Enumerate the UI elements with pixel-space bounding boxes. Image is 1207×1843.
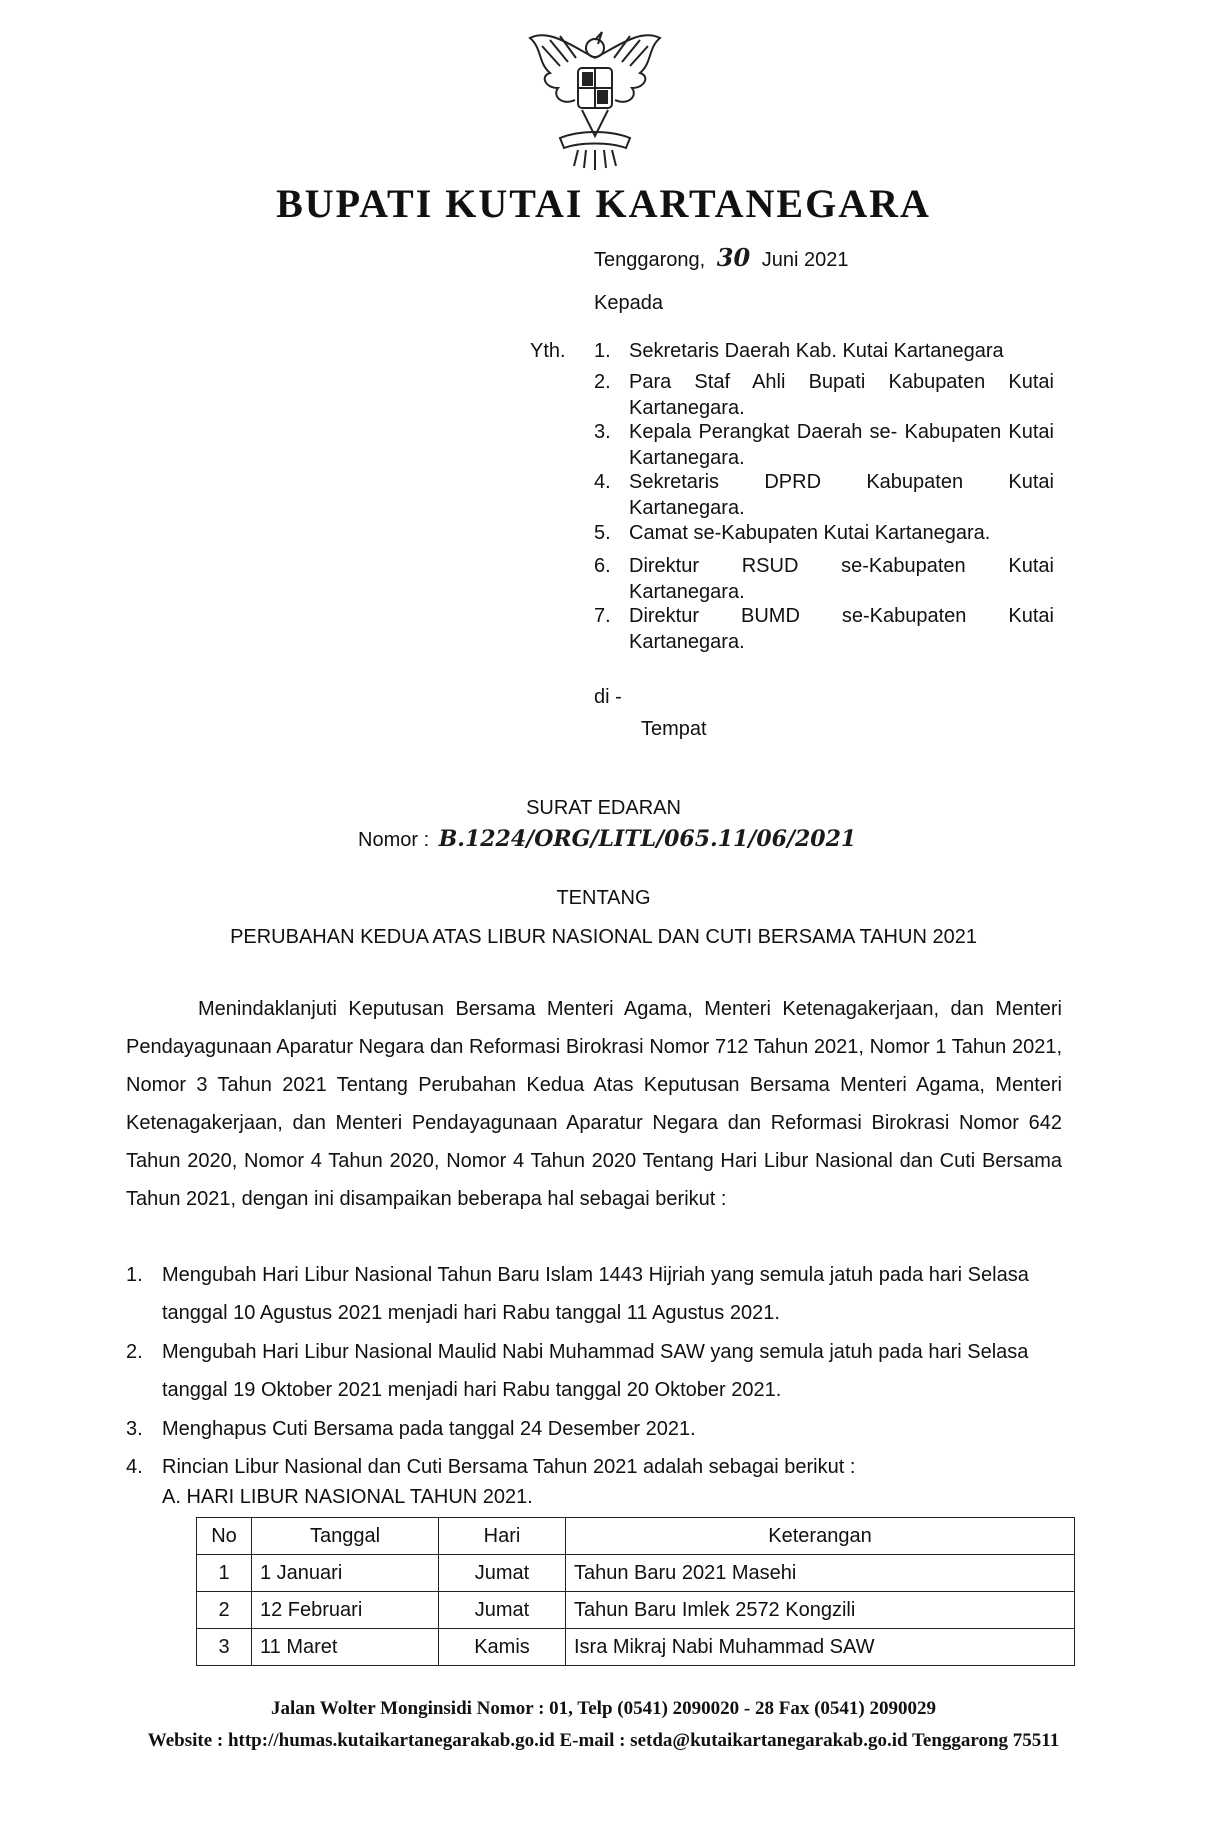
intro-paragraph: Menindaklanjuti Keputusan Bersama Menteri Agama, Menteri Ketenagakerjaan, dan Menteri Pendayagunaan Aparatur Negara dan Reformasi Birokrasi Nomor 712 Tahun 2021, Nomor 1 Tahun 2021, Nomor 3 Tahun 2021 Tentang Perubahan Kedua Atas Keputusan Bersama Menteri Agama, Menteri Ketenagakerjaan, dan Menteri Pendayagunaan Aparatur Negara dan Reformasi Birokrasi Nomor 642 Tahun 2020, Nomor 4 Tahun 2020, Nomor 4 Tahun 2020 Tentang Hari Libur Nasional dan Cuti Bersama Tahun 2021, dengan ini disampaikan beberapa hal sebagai berikut :	[126, 998, 1062, 1210]
table-cell: 2	[197, 1592, 252, 1629]
table-cell: Tahun Baru 2021 Masehi	[566, 1555, 1075, 1592]
holiday-table	[196, 1517, 1075, 1666]
table-row	[197, 1555, 1075, 1592]
table-cell: 3	[197, 1629, 252, 1666]
tentang-label: TENTANG	[556, 887, 651, 909]
table-cell: Tahun Baru Imlek 2572 Kongzili	[566, 1592, 1075, 1629]
list-item: 3. Menghapus Cuti Bersama pada tanggal 24 Desember 2021.	[126, 1418, 696, 1440]
list-item: 2. Mengubah Hari Libur Nasional Maulid Nabi Muhammad SAW yang semula jatuh pada hari Selasa tanggal 19 Oktober 2021 menjadi hari Rabu tanggal 20 Oktober 2021.	[126, 1341, 1029, 1401]
place: Tenggarong,	[594, 249, 706, 271]
table-header-row	[197, 1518, 1075, 1555]
table-cell: Jumat	[439, 1592, 566, 1629]
table-cell: 1	[197, 1555, 252, 1592]
recipient-item: 3. Kepala Perangkat Daerah se- Kabupaten Kutai Kartanegara.	[594, 421, 1054, 469]
table-cell: 1 Januari	[252, 1555, 439, 1592]
table-row	[197, 1592, 1075, 1629]
table-cell: 12 Februari	[252, 1592, 439, 1629]
nomor-label: Nomor :	[358, 829, 430, 851]
place-date	[594, 245, 848, 273]
recipient-item: 4. Sekretaris DPRD Kabupaten Kutai Kartanegara.	[594, 471, 1054, 519]
garuda-emblem-icon	[520, 18, 670, 178]
recipient-item: 2. Para Staf Ahli Bupati Kabupaten Kutai Kartanegara.	[594, 371, 1054, 419]
table-cell: Isra Mikraj Nabi Muhammad SAW	[566, 1629, 1075, 1666]
column-header: Tanggal	[252, 1518, 439, 1555]
column-header: Keterangan	[566, 1518, 1075, 1555]
recipient-item: 1. Sekretaris Daerah Kab. Kutai Kartanegara	[594, 340, 1004, 362]
section-a-heading: A. HARI LIBUR NASIONAL TAHUN 2021.	[162, 1486, 533, 1508]
tempat-label: Tempat	[641, 718, 707, 740]
footer-contact: Website : http://humas.kutaikartanegarakab.go.id E-mail : setda@kutaikartanegarakab.go.id Tenggarong 75511	[147, 1730, 1060, 1751]
recipient-item: 5. Camat se-Kabupaten Kutai Kartanegara.	[594, 522, 991, 544]
table-row	[197, 1629, 1075, 1666]
yth-label: Yth.	[530, 340, 566, 362]
column-header: Hari	[439, 1518, 566, 1555]
subject-title: PERUBAHAN KEDUA ATAS LIBUR NASIONAL DAN CUTI BERSAMA TAHUN 2021	[230, 926, 977, 948]
table-cell: Jumat	[439, 1555, 566, 1592]
recipient-item: 6. Direktur RSUD se-Kabupaten Kutai Kartanegara.	[594, 555, 1054, 603]
letterhead-title: BUPATI KUTAI KARTANEGARA	[276, 181, 931, 226]
nomor-line	[358, 826, 856, 853]
list-item: 1. Mengubah Hari Libur Nasional Tahun Baru Islam 1443 Hijriah yang semula jatuh pada hari Selasa tanggal 10 Agustus 2021 menjadi hari Rabu tanggal 11 Agustus 2021.	[126, 1264, 1029, 1324]
footer-address: Jalan Wolter Monginsidi Nomor : 01, Telp (0541) 2090020 - 28 Fax (0541) 2090029	[270, 1698, 937, 1719]
surat-edaran-heading: SURAT EDARAN	[526, 797, 681, 819]
handwritten-nomor: B.1224/ORG/LITL/065.11/06/2021	[438, 826, 857, 852]
handwritten-day: 30	[716, 243, 751, 272]
month-year: Juni 2021	[761, 249, 849, 271]
table-cell: Kamis	[439, 1629, 566, 1666]
column-header: No	[197, 1518, 252, 1555]
table-cell: 11 Maret	[252, 1629, 439, 1666]
kepada-label: Kepada	[594, 292, 663, 314]
di-label: di -	[594, 686, 622, 708]
recipient-item: 7. Direktur BUMD se-Kabupaten Kutai Kartanegara.	[594, 605, 1054, 653]
list-item: 4. Rincian Libur Nasional dan Cuti Bersama Tahun 2021 adalah sebagai berikut :	[126, 1456, 856, 1478]
